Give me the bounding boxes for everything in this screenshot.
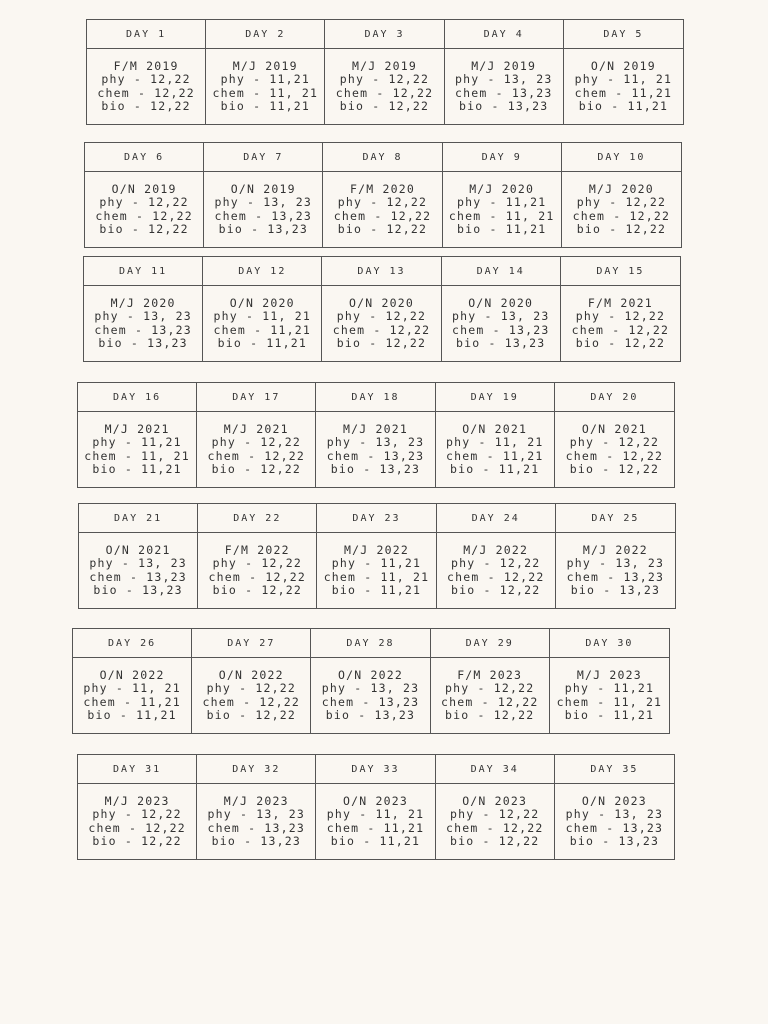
day-cell bbox=[85, 172, 204, 247]
phy-papers: phy - 12,22 bbox=[101, 72, 191, 86]
day-cell bbox=[561, 286, 680, 361]
day-header: DAY 25 bbox=[556, 504, 675, 533]
chem-papers: chem - 12,22 bbox=[208, 569, 307, 584]
chem-papers: chem - 11,21 bbox=[326, 820, 425, 835]
chem-papers: chem - 12,22 bbox=[572, 208, 671, 223]
chem-papers: chem - 11, 21 bbox=[84, 448, 190, 463]
day-header: DAY 13 bbox=[322, 257, 441, 286]
day-header: DAY 5 bbox=[564, 20, 683, 49]
bio-papers: bio - 12,22 bbox=[569, 462, 660, 476]
chem-papers: chem - 11, 21 bbox=[212, 85, 319, 100]
day-cell bbox=[73, 658, 192, 733]
bio-papers: bio - 12,22 bbox=[336, 336, 427, 350]
day-cell bbox=[203, 286, 322, 361]
chem-papers: chem - 11, 21 bbox=[448, 208, 555, 223]
phy-papers: phy - 13, 23 bbox=[326, 435, 425, 449]
bio-papers: bio - 12,22 bbox=[101, 99, 191, 113]
day-header: DAY 2 bbox=[206, 20, 325, 49]
week-table bbox=[84, 142, 682, 248]
phy-papers: phy - 11, 21 bbox=[326, 807, 425, 821]
exam-session: O/N 2023 bbox=[462, 793, 528, 808]
chem-papers: chem - 12,22 bbox=[95, 208, 193, 223]
day-header: DAY 32 bbox=[197, 755, 316, 784]
day-header: DAY 12 bbox=[203, 257, 322, 286]
week-table bbox=[72, 628, 670, 734]
exam-session: O/N 2023 bbox=[342, 793, 408, 808]
phy-papers: phy - 13, 23 bbox=[565, 807, 664, 821]
chem-papers: chem - 11,21 bbox=[83, 694, 181, 709]
phy-papers: phy - 11,21 bbox=[457, 195, 547, 209]
chem-papers: chem - 13,23 bbox=[326, 448, 425, 463]
day-header: DAY 15 bbox=[561, 257, 680, 286]
bio-papers: bio - 11,21 bbox=[220, 99, 310, 113]
day-header: DAY 27 bbox=[192, 629, 311, 658]
chem-papers: chem - 13,23 bbox=[214, 208, 313, 223]
day-cell bbox=[311, 658, 430, 733]
day-cell bbox=[78, 412, 197, 487]
bio-papers: bio - 12,22 bbox=[337, 222, 428, 236]
chem-papers: chem - 12,22 bbox=[440, 694, 539, 709]
bio-papers: bio - 12,22 bbox=[575, 336, 666, 350]
phy-papers: phy - 12,22 bbox=[339, 72, 430, 86]
day-cell bbox=[206, 49, 325, 124]
exam-session: O/N 2023 bbox=[581, 793, 647, 808]
day-cell bbox=[316, 412, 435, 487]
exam-session: F/M 2021 bbox=[587, 295, 653, 310]
day-header: DAY 14 bbox=[442, 257, 561, 286]
day-cell bbox=[192, 658, 311, 733]
phy-papers: phy - 13, 23 bbox=[89, 556, 187, 570]
day-header: DAY 35 bbox=[555, 755, 674, 784]
chem-papers: chem - 12,22 bbox=[202, 694, 301, 709]
day-header: DAY 19 bbox=[436, 383, 555, 412]
day-cell bbox=[323, 172, 442, 247]
day-header: DAY 1 bbox=[87, 20, 206, 49]
exam-session: M/J 2023 bbox=[576, 667, 642, 682]
exam-session: F/M 2022 bbox=[224, 542, 290, 557]
exam-session: M/J 2021 bbox=[342, 421, 408, 436]
chem-papers: chem - 12,22 bbox=[446, 569, 545, 584]
exam-session: M/J 2020 bbox=[588, 181, 654, 196]
bio-papers: bio - 11,21 bbox=[457, 222, 547, 236]
bio-papers: bio - 11,21 bbox=[217, 336, 307, 350]
bio-papers: bio - 12,22 bbox=[92, 834, 182, 848]
day-cell bbox=[442, 286, 561, 361]
chem-papers: chem - 13,23 bbox=[454, 85, 553, 100]
exam-session: O/N 2021 bbox=[462, 421, 528, 436]
phy-papers: phy - 13, 23 bbox=[451, 309, 550, 323]
day-cell bbox=[564, 49, 683, 124]
day-header: DAY 22 bbox=[198, 504, 317, 533]
chem-papers: chem - 13,23 bbox=[451, 322, 550, 337]
day-header: DAY 30 bbox=[550, 629, 669, 658]
phy-papers: phy - 12,22 bbox=[450, 807, 540, 821]
chem-papers: chem - 11,21 bbox=[213, 322, 312, 337]
phy-papers: phy - 11, 21 bbox=[574, 72, 673, 86]
exam-session: M/J 2019 bbox=[351, 58, 417, 73]
bio-papers: bio - 13,23 bbox=[325, 708, 416, 722]
chem-papers: chem - 12,22 bbox=[445, 820, 544, 835]
week-table bbox=[77, 754, 675, 860]
day-header: DAY 20 bbox=[555, 383, 674, 412]
exam-session: M/J 2023 bbox=[223, 793, 289, 808]
exam-session: O/N 2021 bbox=[105, 542, 171, 557]
phy-papers: phy - 12,22 bbox=[206, 681, 296, 695]
chem-papers: chem - 12,22 bbox=[333, 208, 432, 223]
bio-papers: bio - 13,23 bbox=[459, 99, 549, 113]
phy-papers: phy - 11,21 bbox=[331, 556, 422, 570]
chem-papers: chem - 12,22 bbox=[571, 322, 670, 337]
day-header: DAY 34 bbox=[436, 755, 555, 784]
exam-session: M/J 2022 bbox=[463, 542, 529, 557]
day-cell bbox=[316, 784, 435, 859]
bio-papers: bio - 12,22 bbox=[206, 708, 296, 722]
exam-session: O/N 2022 bbox=[99, 667, 165, 682]
bio-papers: bio - 13,23 bbox=[218, 222, 308, 236]
exam-session: F/M 2020 bbox=[349, 181, 415, 196]
bio-papers: bio - 13,23 bbox=[98, 336, 188, 350]
bio-papers: bio - 11,21 bbox=[450, 462, 540, 476]
phy-papers: phy - 12,22 bbox=[337, 195, 428, 209]
day-cell bbox=[437, 533, 556, 608]
chem-papers: chem - 13,23 bbox=[207, 820, 306, 835]
day-header: DAY 18 bbox=[316, 383, 435, 412]
bio-papers: bio - 11,21 bbox=[564, 708, 655, 722]
day-cell bbox=[87, 49, 206, 124]
phy-papers: phy - 12,22 bbox=[569, 435, 660, 449]
day-cell bbox=[550, 658, 669, 733]
day-cell bbox=[436, 412, 555, 487]
phy-papers: phy - 11,21 bbox=[92, 435, 182, 449]
day-header: DAY 24 bbox=[437, 504, 556, 533]
chem-papers: chem - 12,22 bbox=[88, 820, 186, 835]
chem-papers: chem - 11,21 bbox=[445, 448, 544, 463]
phy-papers: phy - 12,22 bbox=[92, 807, 182, 821]
day-header: DAY 7 bbox=[204, 143, 323, 172]
phy-papers: phy - 12,22 bbox=[336, 309, 427, 323]
chem-papers: chem - 11, 21 bbox=[323, 569, 430, 584]
phy-papers: phy - 11, 21 bbox=[213, 309, 312, 323]
bio-papers: bio - 12,22 bbox=[339, 99, 430, 113]
chem-papers: chem - 13,23 bbox=[566, 569, 665, 584]
bio-papers: bio - 13,23 bbox=[211, 834, 301, 848]
bio-papers: bio - 11,21 bbox=[92, 462, 182, 476]
phy-papers: phy - 12,22 bbox=[445, 681, 535, 695]
exam-session: O/N 2019 bbox=[230, 181, 296, 196]
bio-papers: bio - 12,22 bbox=[211, 462, 301, 476]
bio-papers: bio - 11,21 bbox=[87, 708, 177, 722]
day-header: DAY 31 bbox=[78, 755, 197, 784]
phy-papers: phy - 11, 21 bbox=[445, 435, 544, 449]
day-header: DAY 17 bbox=[197, 383, 316, 412]
day-cell bbox=[197, 784, 316, 859]
phy-papers: phy - 11, 21 bbox=[83, 681, 181, 695]
chem-papers: chem - 12,22 bbox=[335, 85, 434, 100]
exam-session: M/J 2022 bbox=[582, 542, 648, 557]
day-header: DAY 11 bbox=[84, 257, 203, 286]
phy-papers: phy - 13, 23 bbox=[454, 72, 553, 86]
exam-session: F/M 2023 bbox=[457, 667, 523, 682]
exam-session: M/J 2021 bbox=[104, 421, 170, 436]
bio-papers: bio - 12,22 bbox=[451, 583, 541, 597]
exam-session: O/N 2019 bbox=[590, 58, 656, 73]
phy-papers: phy - 12,22 bbox=[211, 435, 301, 449]
bio-papers: bio - 13,23 bbox=[93, 583, 183, 597]
chem-papers: chem - 12,22 bbox=[207, 448, 306, 463]
day-cell bbox=[322, 286, 441, 361]
exam-session: M/J 2019 bbox=[471, 58, 537, 73]
phy-papers: phy - 13, 23 bbox=[321, 681, 420, 695]
chem-papers: chem - 12,22 bbox=[97, 85, 195, 100]
phy-papers: phy - 12,22 bbox=[212, 556, 302, 570]
day-header: DAY 26 bbox=[73, 629, 192, 658]
chem-papers: chem - 12,22 bbox=[332, 322, 431, 337]
phy-papers: phy - 13, 23 bbox=[214, 195, 313, 209]
week-table bbox=[78, 503, 676, 609]
day-cell bbox=[556, 533, 675, 608]
bio-papers: bio - 12,22 bbox=[445, 708, 535, 722]
chem-papers: chem - 13,23 bbox=[565, 820, 664, 835]
day-header: DAY 23 bbox=[317, 504, 436, 533]
phy-papers: phy - 11,21 bbox=[220, 72, 310, 86]
day-cell bbox=[562, 172, 681, 247]
chem-papers: chem - 12,22 bbox=[565, 448, 664, 463]
day-header: DAY 29 bbox=[431, 629, 550, 658]
exam-session: F/M 2019 bbox=[113, 58, 179, 73]
day-cell bbox=[443, 172, 562, 247]
chem-papers: chem - 13,23 bbox=[89, 569, 187, 584]
day-cell bbox=[325, 49, 444, 124]
phy-papers: phy - 12,22 bbox=[451, 556, 541, 570]
bio-papers: bio - 11,21 bbox=[578, 99, 669, 113]
phy-papers: phy - 11,21 bbox=[564, 681, 655, 695]
bio-papers: bio - 12,22 bbox=[99, 222, 189, 236]
bio-papers: bio - 12,22 bbox=[576, 222, 667, 236]
week-table bbox=[77, 382, 675, 488]
bio-papers: bio - 12,22 bbox=[212, 583, 302, 597]
exam-session: M/J 2020 bbox=[110, 295, 176, 310]
bio-papers: bio - 13,23 bbox=[570, 583, 661, 597]
bio-papers: bio - 11,21 bbox=[331, 583, 422, 597]
exam-session: O/N 2020 bbox=[468, 295, 534, 310]
day-cell bbox=[204, 172, 323, 247]
day-cell bbox=[84, 286, 203, 361]
chem-papers: chem - 13,23 bbox=[94, 322, 192, 337]
day-header: DAY 6 bbox=[85, 143, 204, 172]
day-cell bbox=[436, 784, 555, 859]
exam-session: M/J 2021 bbox=[223, 421, 289, 436]
chem-papers: chem - 11,21 bbox=[574, 85, 673, 100]
day-cell bbox=[197, 412, 316, 487]
exam-session: M/J 2022 bbox=[343, 542, 409, 557]
day-header: DAY 3 bbox=[325, 20, 444, 49]
exam-session: M/J 2023 bbox=[104, 793, 170, 808]
bio-papers: bio - 13,23 bbox=[330, 462, 421, 476]
bio-papers: bio - 13,23 bbox=[569, 834, 660, 848]
day-header: DAY 28 bbox=[311, 629, 430, 658]
day-cell bbox=[317, 533, 436, 608]
day-cell bbox=[555, 412, 674, 487]
phy-papers: phy - 12,22 bbox=[575, 309, 666, 323]
exam-session: M/J 2019 bbox=[232, 58, 298, 73]
day-header: DAY 8 bbox=[323, 143, 442, 172]
bio-papers: bio - 13,23 bbox=[456, 336, 546, 350]
week-table bbox=[83, 256, 681, 362]
phy-papers: phy - 13, 23 bbox=[207, 807, 306, 821]
exam-session: O/N 2019 bbox=[111, 181, 177, 196]
phy-papers: phy - 12,22 bbox=[99, 195, 189, 209]
chem-papers: chem - 13,23 bbox=[321, 694, 420, 709]
bio-papers: bio - 12,22 bbox=[450, 834, 540, 848]
day-cell bbox=[445, 49, 564, 124]
day-header: DAY 33 bbox=[316, 755, 435, 784]
day-cell bbox=[198, 533, 317, 608]
day-cell bbox=[78, 784, 197, 859]
day-cell bbox=[555, 784, 674, 859]
week-table bbox=[86, 19, 684, 125]
day-header: DAY 21 bbox=[79, 504, 198, 533]
day-header: DAY 16 bbox=[78, 383, 197, 412]
bio-papers: bio - 11,21 bbox=[330, 834, 421, 848]
day-header: DAY 9 bbox=[443, 143, 562, 172]
day-cell bbox=[431, 658, 550, 733]
exam-session: O/N 2020 bbox=[229, 295, 295, 310]
chem-papers: chem - 11, 21 bbox=[556, 694, 663, 709]
phy-papers: phy - 12,22 bbox=[576, 195, 667, 209]
exam-session: O/N 2022 bbox=[218, 667, 284, 682]
phy-papers: phy - 13, 23 bbox=[94, 309, 192, 323]
exam-session: O/N 2022 bbox=[337, 667, 403, 682]
day-cell bbox=[79, 533, 198, 608]
day-header: DAY 10 bbox=[562, 143, 681, 172]
exam-session: O/N 2020 bbox=[348, 295, 414, 310]
exam-session: M/J 2020 bbox=[469, 181, 535, 196]
phy-papers: phy - 13, 23 bbox=[566, 556, 665, 570]
day-header: DAY 4 bbox=[445, 20, 564, 49]
exam-session: O/N 2021 bbox=[581, 421, 647, 436]
